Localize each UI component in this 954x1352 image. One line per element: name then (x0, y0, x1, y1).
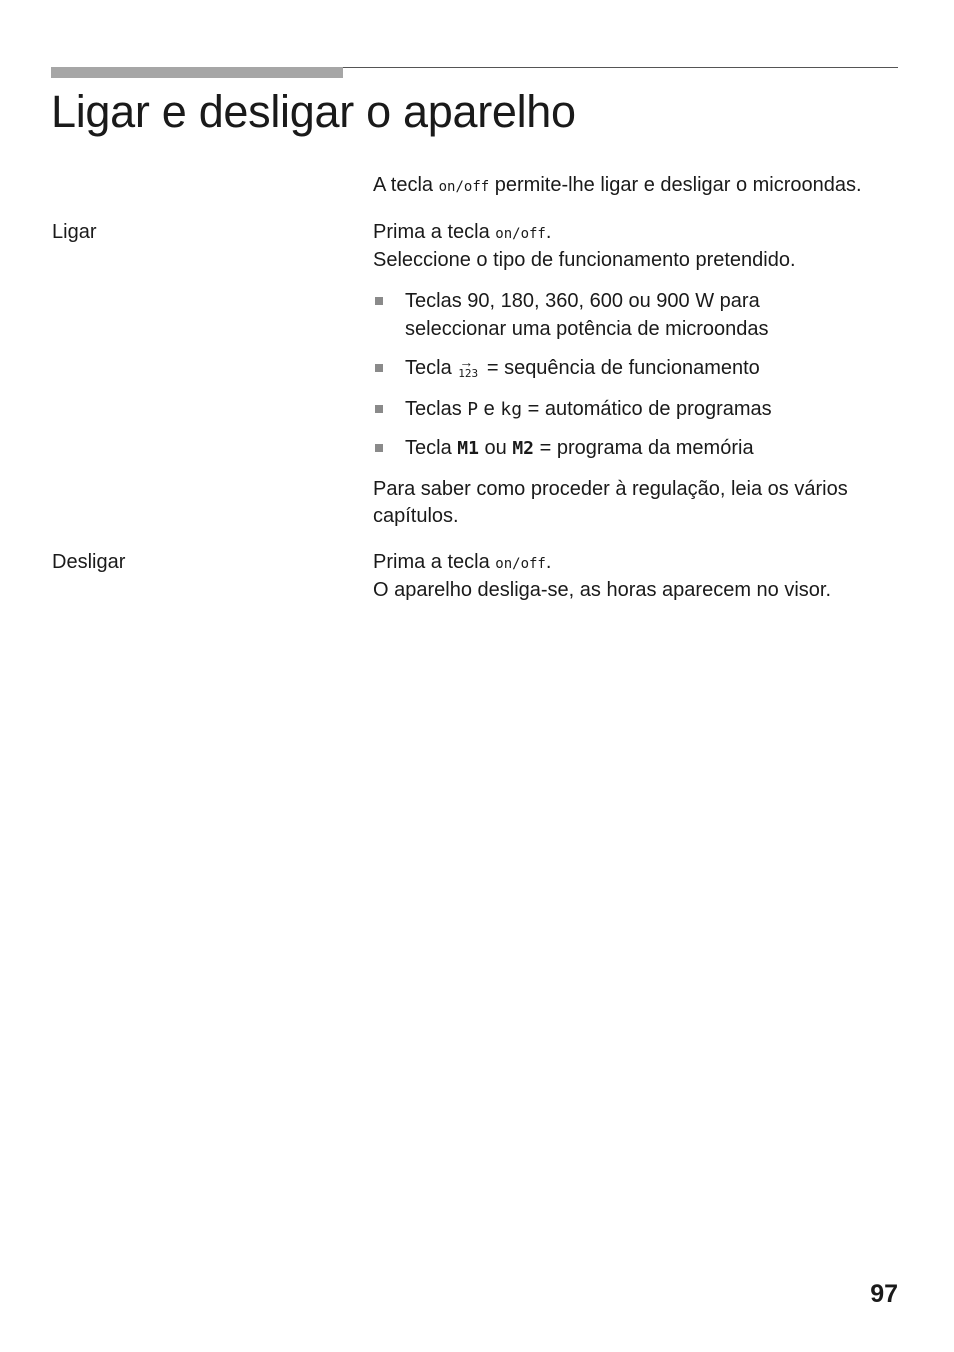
ligar-note-line-2: capítulos. (373, 505, 459, 527)
bullet-text (405, 395, 913, 424)
kg-key-icon: kg (500, 399, 523, 420)
desligar-step-1-text: Prima a tecla (373, 551, 490, 573)
bullet-text-before: Teclas (405, 398, 462, 420)
m1-key-icon: M1 (457, 438, 479, 459)
page-title: Ligar e desligar o aparelho (51, 86, 576, 137)
sequence-key-icon (457, 354, 481, 381)
section-label-desligar: Desligar (52, 551, 126, 573)
sequence-number: 123 (458, 367, 479, 380)
bullet-square-icon (375, 297, 383, 305)
bullet-text-before: Tecla (405, 437, 452, 459)
list-item (373, 354, 913, 382)
bullet-text-after: = programa da memória (539, 437, 754, 459)
ligar-step-1 (373, 218, 903, 248)
bullet-text-mid: ou (484, 437, 507, 459)
bullet-square-icon (375, 444, 383, 452)
list-item (373, 395, 913, 424)
onoff-key-icon: on/off (495, 226, 546, 242)
bullet-text (405, 354, 913, 382)
bullet-text-mid: e (483, 398, 495, 420)
desligar-step-2: O aparelho desliga-se, as horas aparecem no visor. (373, 579, 832, 601)
sequence-arrow: → (459, 354, 474, 370)
bullet-text-line: seleccionar uma potência de microondas (405, 318, 769, 340)
intro-after: permite-lhe ligar e desligar o microondas. (494, 174, 862, 196)
section-label-ligar: Ligar (52, 221, 97, 243)
bullet-square-icon (375, 405, 383, 413)
onoff-key-icon: on/off (495, 556, 546, 572)
p-key-icon: P (467, 399, 479, 420)
desligar-step-1 (373, 548, 903, 578)
bullet-text-after: = automático de programas (527, 398, 772, 420)
ligar-step-1-text: Prima a tecla (373, 221, 490, 243)
intro-text (373, 171, 903, 201)
ligar-step-1-period: . (545, 221, 552, 243)
ligar-note-line-1: Para saber como proceder à regulação, leia os vários (373, 478, 848, 500)
m2-key-icon: M2 (512, 438, 535, 459)
ligar-step-2: Seleccione o tipo de funcionamento pretendido. (373, 249, 796, 271)
bullet-text (405, 434, 913, 463)
bullet-text-before: Tecla (405, 357, 452, 379)
list-item (373, 434, 913, 463)
header-accent-bar (51, 67, 343, 78)
onoff-key-icon: on/off (438, 179, 490, 195)
intro-before: A tecla (373, 174, 434, 196)
desligar-step-1-period: . (545, 551, 552, 573)
bullet-text-after: = sequência de funcionamento (486, 357, 760, 379)
bullet-text-line: Teclas 90, 180, 360, 600 ou 900 W para (405, 290, 760, 312)
bullet-square-icon (375, 364, 383, 372)
list-item (373, 287, 913, 343)
page-number: 97 (870, 1280, 898, 1308)
